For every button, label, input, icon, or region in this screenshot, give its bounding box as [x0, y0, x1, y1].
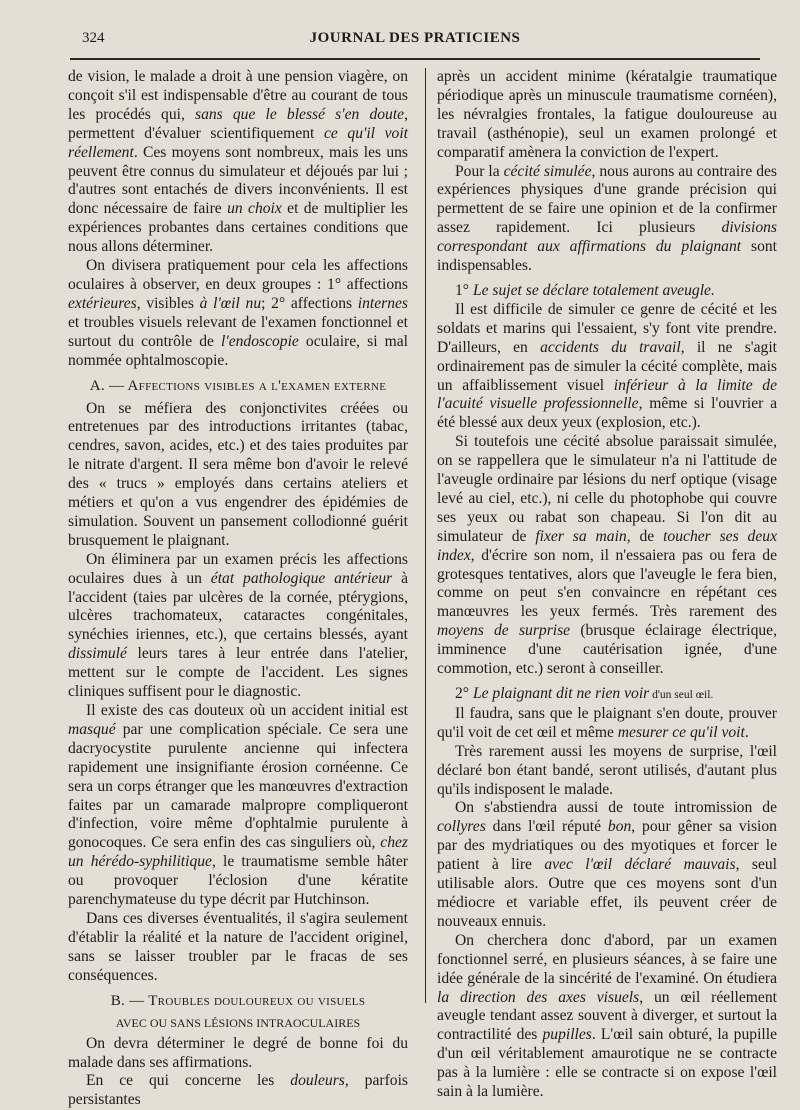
paragraph [437, 433, 777, 679]
italic-run: toucher ses deux index [437, 527, 777, 564]
header-rule [70, 58, 760, 60]
italic-run: inférieur à la limite de l'acuité visuelle professionnelle [437, 376, 777, 413]
left-column [68, 68, 408, 1110]
italic-run: accidents du travail [540, 338, 681, 356]
paragraph: après un accident minime (kératalgie traumatique périodique après un minuscule traumatisme cornéen), les névralgies frontales, la fatigue douloureuse au travail (asthénopie), seul un examen prolongé et comparatif amènera la conviction de l'expert. [437, 68, 777, 161]
paragraph [437, 301, 777, 433]
italic-run: Le plaignant dit ne [472, 685, 596, 702]
text-run: , nous aurons au contraire des expériences physiques d'une grande précision qui permettent de se faire une opinion et de la confirmer assez rapidement. Ici plusieurs [437, 162, 777, 237]
text-run: , parfois persistantes [68, 1072, 408, 1109]
paragraph [437, 932, 777, 1102]
italic-run: divisions correspondant aux affirmations du plaignant [437, 219, 777, 256]
paragraph [68, 551, 408, 702]
running-title: JOURNAL DES PRATICIENS [309, 30, 521, 46]
paragraph [437, 799, 777, 931]
text-run: , d'écrire son nom, il n'essaiera pas ou fera de grotesques tentatives, alors que l'aveugle le fera bien, comme on peut s'en convaincre en répétant ces manœuvres les yeux fermés. Très rarement des [437, 546, 777, 621]
page-number: 324 [82, 30, 105, 46]
italic-run: pupilles [542, 1026, 592, 1044]
text-run: de vision, le malade a droit à une pension viagère, on conçoit s'il est indispensable d'être au courant de tous les procédés qui, [68, 68, 408, 123]
paragraph [68, 68, 408, 257]
paragraph: On devra déterminer le degré de bonne foi du malade dans ses affirmations. [68, 1034, 408, 1071]
paragraph [68, 702, 408, 910]
subsection-heading-2 [437, 685, 777, 705]
text-run: . [744, 723, 749, 741]
text-run: leurs tares à leur entrée dans l'atelier, mettent sur le compte de l'accident. Les signes cliniques suffisent pour le diagnostic. [68, 645, 408, 701]
italic-run: mesurer ce qu'il voit [617, 723, 745, 741]
text-run: oculaire, si mal nommée ophtalmoscopie. [68, 332, 408, 369]
text-run: dans l'œil réputé [485, 818, 608, 836]
text-run: On cherchera donc d'abord, par un examen fonctionnel serré, en plusieurs séances, à se faire une idée générale de la sincérité de l'examiné. On étudiera [437, 931, 777, 987]
italic-run: ce qu'il voit réellement [68, 124, 408, 161]
text-run: . L'œil sain obturé, la pupille d'un œil véritablement amaurotique ne se contracte pas à la lumière : elle se contracte si on expose l'œil sain à la lumière. [437, 1026, 777, 1101]
heading-text: B. — Troubles douloureux ou visuels [110, 992, 366, 1009]
italic-run: chez un hérédo-syphilitique [68, 834, 408, 871]
text-run: 1° [455, 281, 473, 299]
column-divider [425, 68, 426, 1003]
italic-run: masqué [68, 720, 116, 738]
text-run: Il existe des cas douteux où un accident initial est [86, 702, 408, 719]
italic-run: collyres [437, 818, 486, 836]
text-run: On divisera pratiquement pour cela les affections oculaires à observer, en deux groupes : 1° affections [68, 257, 408, 293]
text-run: , permettent d'évaluer scientifiquement [68, 105, 408, 142]
subsection-heading-1 [437, 282, 777, 301]
heading-text: A. — Affections visibles a l'examen externe [89, 377, 387, 394]
page-header [70, 30, 760, 52]
text-run: à l'accident (taies par ulcères de la cornée, ptérygions, ulcères trachomateux, cataractes congénitales, synéchies iriennes, etc.), que certains blessés, ayant [68, 569, 408, 644]
text-run: , il ne s'agit ordinairement pas de simuler la cécité complète, mais un affaiblissement visuel [437, 338, 777, 394]
text-run: , pour gêner sa vision par des mydriatiques ou des myotiques et forcer le patient à lire [437, 818, 777, 874]
italic-run: l'endoscopie [221, 332, 299, 350]
text-run: Il est difficile de simuler ce genre de cécité et les soldats et marins qui l'essaient, s'y font vite prendre. D'ailleurs, en [437, 300, 777, 356]
text-run: Si toutefois une cécité absolue paraissait simulée, on se rappellera que le simulateur n'a ni l'attitude de l'aveugle ordinaire par lésions du nerf optique (visage levé au ciel, etc.), ni celle du photophobe qui couvre ses yeux ou rabat son chapeau. Si l'on dit au simulateur de [437, 433, 777, 545]
italic-run: cécité simulée [503, 162, 592, 180]
italic-run: sans que le blessé s'en doute [195, 105, 405, 123]
text-run: , même si l'ouvrier a été blessé aux deux yeux (explosion, etc.). [437, 395, 777, 432]
paragraph: On se méfiera des conjonctivites créées ou entretenues par des introductions irritantes (tabac, cendres, savon, acides, etc.) et des taies produites par le nitrate d'argent. Il sera même bon d'avoir le relevé des « trucs » employés dans certains ateliers et métiers et qu'on a vus engendrer des épidémies de simulation. Souvent un pansement collodionné guérit brusquement le plaignant. [68, 399, 408, 549]
paragraph: Dans ces diverses éventualités, il s'agira seulement d'établir la réalité et la nature de l'accident originel, sans se laisser troubler par le fracas de ses conséquences. [68, 909, 408, 984]
italic-run: à l'œil nu [199, 294, 262, 312]
paragraph [437, 705, 777, 743]
text-run: et troubles visuels relevant de l'examen fonctionnel et surtout du contrôle de [68, 313, 408, 350]
text-run: , un œil réellement aveugle tendant assez souvent à diverger, et surtout la contractilité des [437, 988, 777, 1044]
text-run: , seul utilisable alors. Outre que ces moyens sont d'un médiocre et variable effet, ils peuvent créer de nouveaux ennuis. [437, 856, 777, 930]
italic-run: douleurs [290, 1072, 345, 1090]
text-run: et de multiplier les expériences probantes dans certaines conditions que nous allons déterminer. [68, 200, 409, 256]
text-run: , le traumatisme semble hâter ou provoquer l'éclosion d'une kératite parenchymateuse du type décrit par Hutchinson. [68, 853, 408, 909]
paragraph [437, 163, 777, 276]
italic-run: extérieures [68, 294, 137, 312]
text-run: . Ces moyens sont nombreux, mais les uns peuvent être connus du simulateur et déjoués par lui ; d'autres sont entachés de divers inconvénients. Il est donc nécessaire de faire [68, 143, 408, 218]
text-run: En ce qui concerne les [86, 1072, 291, 1090]
italic-run: moyens de surprise [437, 622, 571, 640]
italic-run: la direction des axes visuels [437, 988, 640, 1006]
section-heading-b-subtitle: AVEC OU SANS LÉSIONS INTRAOCULAIRES [115, 1015, 361, 1030]
text-run: On s'abstiendra aussi de toute intromission de [455, 799, 777, 817]
text-run: ; 2° affections [261, 294, 358, 312]
text-run: 2° [455, 685, 473, 702]
text-run: Pour la [455, 162, 504, 180]
italic-run: dissimulé [68, 645, 127, 663]
italic-run: internes [357, 294, 408, 312]
italic-run: Le sujet se déclare totalement aveugle. [472, 281, 715, 299]
italic-run: fixer sa main [535, 527, 627, 545]
italic-run: un choix [227, 200, 282, 218]
text-run: sont indispensables. [437, 238, 777, 275]
paragraph: Très rarement aussi les moyens de surprise, l'œil déclaré bon étant bandé, seront utilisés, d'autant plus qu'ils indisposent le malade. [437, 742, 777, 798]
section-heading-a [68, 377, 408, 395]
section-heading-b [68, 992, 408, 1010]
italic-run: avec l'œil déclaré mauvais [544, 856, 736, 874]
italic-run: bon [607, 818, 632, 836]
text-run: , visibles [136, 294, 200, 312]
text-run: Il faudra, sans que le plaignant s'en doute, prouver qu'il voit de cet œil et même [437, 704, 777, 741]
text-run: d'un seul œil. [649, 689, 714, 701]
text-run: On éliminera par un examen précis les affections oculaires dues à un [68, 550, 408, 587]
text-run: , de [626, 527, 664, 545]
italic-run: rien voir [595, 685, 650, 702]
right-column [437, 68, 777, 1102]
paragraph [68, 1072, 408, 1110]
text-run: par une complication spéciale. Ce sera une dacryocystite purulente ancienne qui infectera rapidement une insignifiante érosion cornéenne. Ce sera un corps étranger que les manœuvres d'extraction faites par un camarade malpropre compliqueront d'infection, voire même d'ophtalmie purulente à gonocoques. Ce sera enfin des cas singuliers où, [68, 720, 408, 852]
paragraph [68, 257, 408, 370]
text-run: (brusque éclairage électrique, imminence d'une cautérisation ignée, d'une commotion, etc.) seront à conseiller. [437, 622, 778, 678]
italic-run: état pathologique antérieur [210, 569, 393, 587]
